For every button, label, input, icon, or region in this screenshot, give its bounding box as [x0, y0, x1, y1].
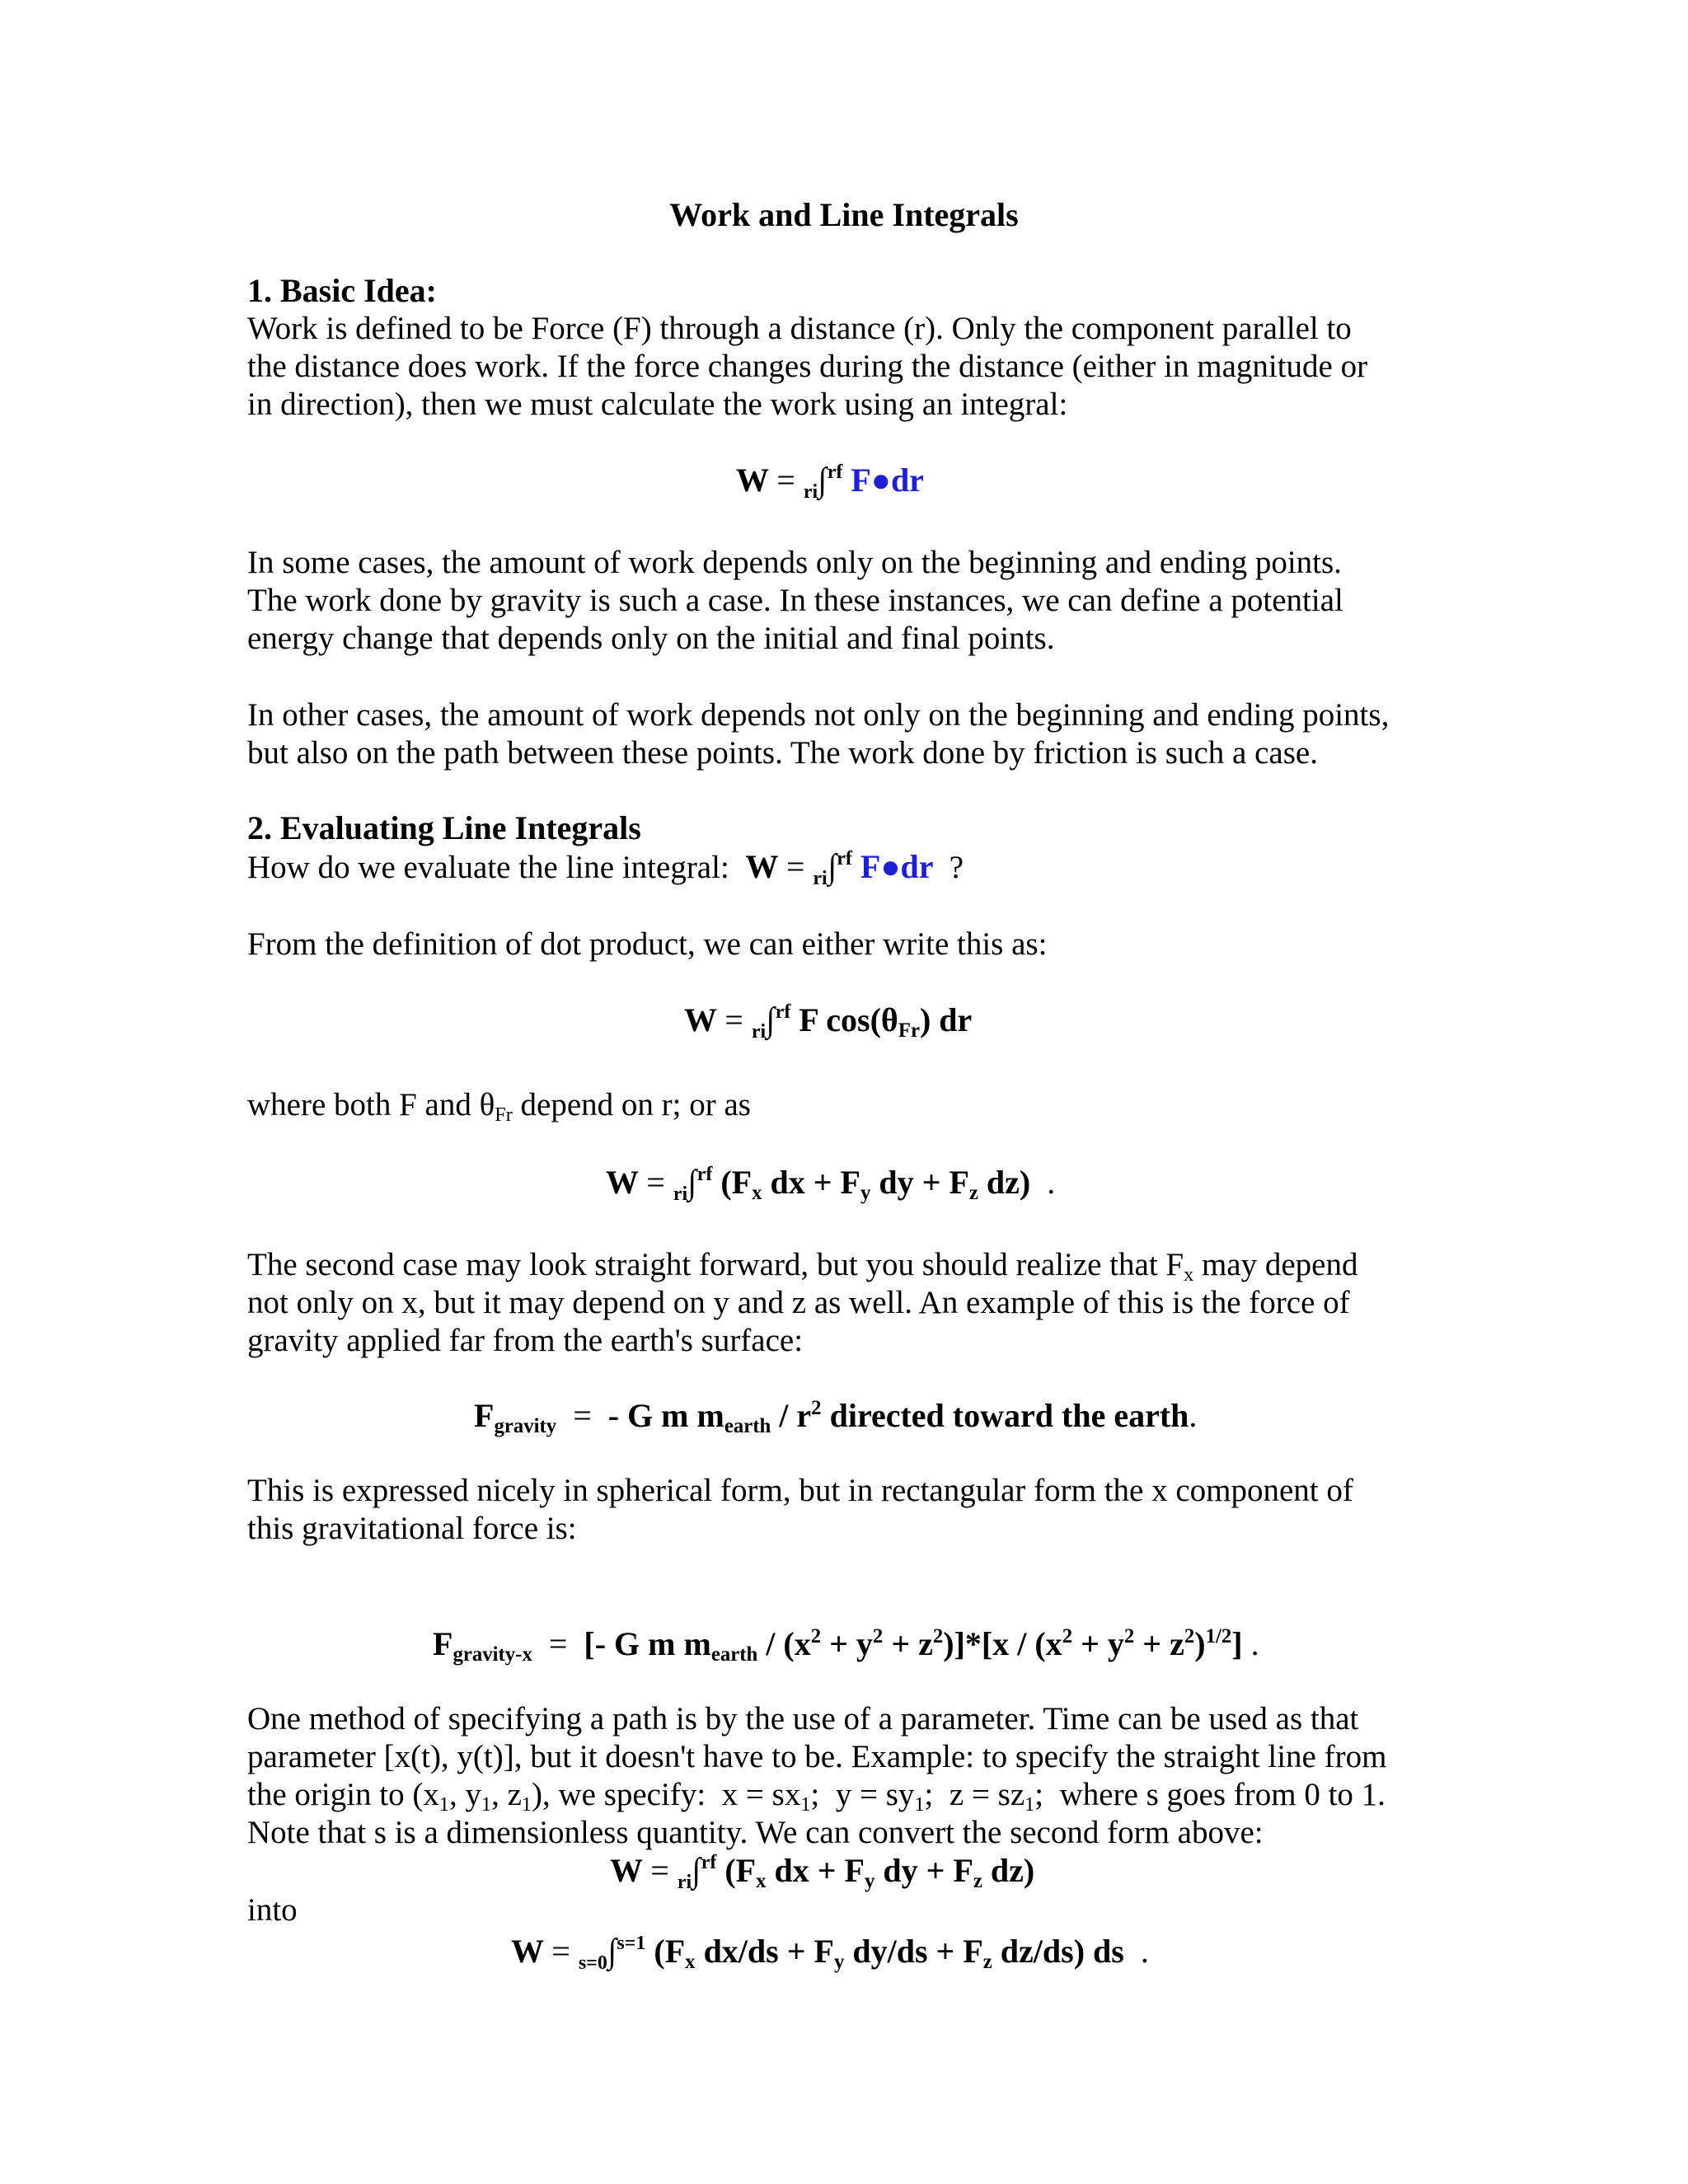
eq-lower-limit: ri — [677, 1872, 692, 1893]
eq-lower-limit: ri — [803, 481, 818, 503]
text-line: The work done by gravity is such a case. In these instances, we can define a potential — [247, 583, 1343, 618]
text-line: In other cases, the amount of work depends not only on the beginning and ending points, — [247, 697, 1390, 733]
page-title: Work and Line Integrals — [669, 196, 1019, 233]
section-heading-evaluating: 2. Evaluating Line Integrals — [247, 809, 641, 846]
paragraph-where — [247, 1086, 751, 1124]
text-line: parameter [x(t), y(t)], but it doesn't have to be. Example: to specify the straight line from — [247, 1739, 1387, 1774]
equation-gravity-force: $F_{gravity}$ = - G m $m_{earth} / r^2$ directed toward the earth. — [474, 1396, 1198, 1437]
text-line: but also on the path between these points. The work done by friction is such a case. — [247, 735, 1318, 771]
equation-gravity-x-component: $F_{gravity-x}$ = [- G m $m_{earth} / (x^2 + y^2 + z^2)]*[x / (x^2 + y^2 + z^2)^{1/2}]$ . — [433, 1624, 1259, 1666]
eq-equals: = — [785, 848, 805, 885]
integral-sign: ∫ — [818, 462, 828, 499]
text-line: The second case may look straight forward, but you should realize that $F_x$ may depend — [247, 1247, 1358, 1286]
eq-component-expression: ($F_x$ dx + $F_y$ dy + $F_z$ dz) — [724, 1852, 1035, 1892]
text-line: Note that s is a dimensionless quantity. We can convert the second form above: — [247, 1815, 1264, 1850]
eq-lower-limit: ri — [751, 1021, 767, 1043]
integral-sign: ∫ — [687, 1164, 697, 1202]
eq-equals: = — [776, 462, 795, 499]
equation-component-form-repeat — [610, 1852, 1034, 1895]
eq-upper-limit: rf — [837, 848, 852, 869]
eq-equals: = — [724, 1001, 743, 1038]
eq-upper-limit: rf — [775, 1001, 791, 1023]
eq-body: F cos(θ — [799, 1001, 898, 1038]
eq-upper-limit: rf — [827, 462, 843, 483]
paragraph-spherical — [247, 1472, 1353, 1548]
text-line: In some cases, the amount of work depends only on the beginning and ending points. — [247, 545, 1342, 580]
where-tail: depend on r; or as — [512, 1087, 751, 1122]
equation-cosine-form — [684, 1001, 972, 1044]
text-line: this gravitational force is: — [247, 1511, 577, 1546]
integral-sign: ∫ — [766, 1001, 776, 1039]
eq-tail: ) dr — [919, 1001, 973, 1038]
paragraph-parameter — [247, 1700, 1386, 1852]
eq-symbol-w: W — [610, 1852, 643, 1889]
where-subscript: Fr — [495, 1103, 513, 1126]
equation-component-form — [606, 1164, 1055, 1207]
integral-sign: ∫ — [828, 848, 837, 886]
text-line: the distance does work. If the force changes during the distance (either in magnitude or — [247, 349, 1368, 384]
eq-f-dot-dr: F●dr — [860, 848, 933, 885]
text-line: gravity applied far from the earth's surface: — [247, 1323, 804, 1358]
eq-lower-limit: ri — [673, 1183, 688, 1205]
where-text: where both F and θ — [247, 1087, 495, 1122]
eq-f-dot-dr: F●dr — [851, 462, 924, 499]
section-heading-basic-idea: 1. Basic Idea: — [247, 272, 437, 309]
eq-lower-limit: ri — [813, 868, 828, 889]
eq-symbol-w: W — [736, 462, 769, 499]
eq-equals: = — [650, 1852, 669, 1889]
eq-parametric-expression: ($F_x$ $dx/ds + F_y$ $dy/ds + F_z$ dz/ds) ds . — [654, 1933, 1149, 1973]
eq-symbol-w: W — [511, 1933, 544, 1970]
eq-upper-limit: rf — [696, 1164, 713, 1185]
eq-equals: = — [646, 1164, 665, 1201]
eq-upper-limit: rf — [701, 1852, 717, 1873]
question-text: How do we evaluate the line integral: — [247, 850, 729, 885]
question-mark: ? — [949, 850, 964, 885]
question-line — [247, 848, 964, 891]
eq-symbol-w: W — [606, 1164, 639, 1201]
eq-symbol-w: W — [684, 1001, 717, 1038]
equation-parametric-form — [511, 1933, 1149, 1975]
equation-work-integral — [736, 462, 924, 504]
text-into: into — [247, 1892, 298, 1928]
eq-lower-limit: s=0 — [578, 1952, 607, 1974]
paragraph-second-case — [247, 1246, 1357, 1360]
text-line: in direction), then we must calculate the work using an integral: — [247, 387, 1068, 422]
inline-equation — [745, 848, 941, 889]
eq-subscript: Fr — [898, 1019, 920, 1042]
eq-symbol-w: W — [745, 848, 778, 885]
text-line: the origin to ($x_1$, $y_1$, $z_1$), we specify: $x = sx_1$; $y = sy_1$; $z = sz_1$; where s goes from 0 to 1. — [247, 1777, 1386, 1816]
paragraph-basic-idea — [247, 310, 1367, 424]
text-line: Work is defined to be Force (F) through a distance (r). Only the component parallel to — [247, 311, 1352, 346]
text-line: One method of specifying a path is by the use of a parameter. Time can be used as that — [247, 1701, 1359, 1736]
eq-upper-limit: s=1 — [617, 1933, 646, 1954]
text-line: energy change that depends only on the initial and final points. — [247, 621, 1055, 656]
eq-component-expression: ($F_x$ dx + $F_y$ dy + $F_z$ dz) . — [720, 1164, 1056, 1204]
paragraph-path-dependent — [247, 696, 1389, 772]
eq-equals: = — [551, 1933, 570, 1970]
integral-sign: ∫ — [692, 1852, 701, 1890]
paragraph-path-independent — [247, 544, 1343, 658]
paragraph-dot-product: From the definition of dot product, we can either write this as: — [247, 926, 1048, 962]
gravity-direction-text: directed toward the earth — [821, 1397, 1189, 1434]
text-line: This is expressed nicely in spherical form, but in rectangular form the x component of — [247, 1473, 1353, 1508]
integral-sign: ∫ — [607, 1933, 617, 1971]
text-line: not only on x, but it may depend on y and z as well. An example of this is the force of — [247, 1285, 1350, 1320]
